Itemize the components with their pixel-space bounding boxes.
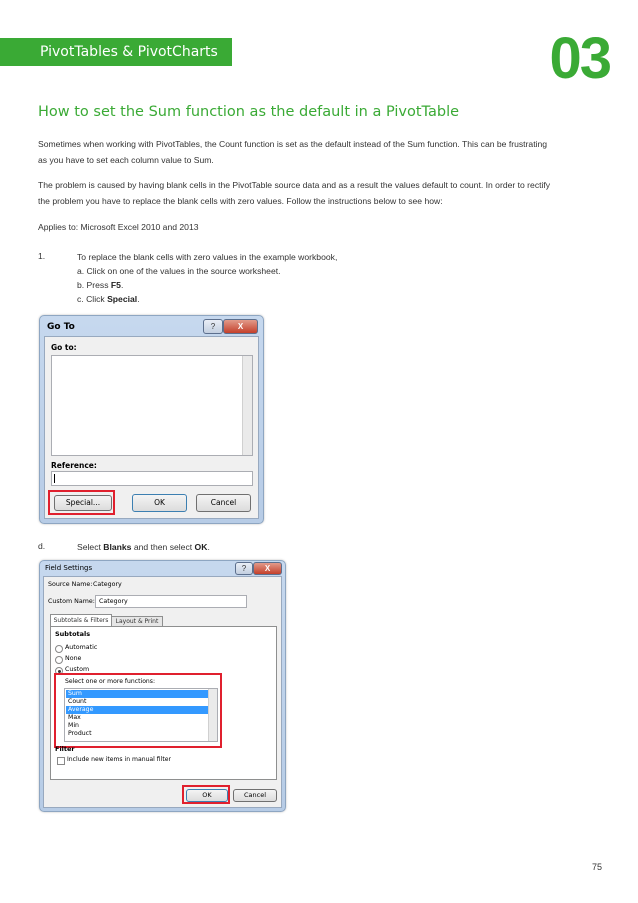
source-name-label: Source Name:	[48, 581, 93, 588]
paragraph-1	[38, 136, 603, 168]
goto-dialog-body	[44, 336, 259, 519]
step-d-suffix: .	[207, 542, 210, 552]
field-ok-button[interactable]: OK	[186, 789, 228, 802]
article-heading: How to set the Sum function as the default in a PivotTable	[38, 104, 460, 120]
step-d-text	[77, 540, 210, 554]
step-1b-key: F5	[110, 280, 121, 290]
custom-name-label: Custom Name:	[48, 598, 95, 605]
custom-functions-highlight	[54, 673, 222, 748]
page-number: 75	[591, 862, 602, 872]
field-help-button[interactable]: ?	[235, 562, 253, 575]
goto-ok-button[interactable]: OK	[132, 494, 187, 512]
field-cancel-button[interactable]: Cancel	[233, 789, 277, 802]
tab-layout-print[interactable]: Layout & Print	[111, 616, 163, 627]
step-1a: a. Click on one of the values in the source worksheet.	[77, 266, 281, 276]
paragraph-2-line-2: the problem you have to replace the blank cells with zero values. Follow the instructions below to see how:	[38, 196, 443, 206]
custom-name-value: Category	[99, 598, 128, 605]
step-1c-suffix: .	[137, 294, 140, 304]
reference-input[interactable]	[51, 471, 253, 486]
field-dialog-body	[43, 576, 282, 808]
function-min[interactable]: Min	[68, 722, 79, 729]
radio-none[interactable]	[55, 656, 63, 664]
step-1-text: To replace the blank cells with zero values in the example workbook,	[77, 252, 338, 262]
custom-name-input[interactable]	[95, 595, 247, 608]
functions-label: Select one or more functions:	[65, 678, 156, 685]
include-new-items-checkbox[interactable]	[57, 757, 65, 765]
step-d-number: d.	[38, 541, 46, 551]
step-d-blanks: Blanks	[103, 542, 132, 552]
special-button[interactable]: Special...	[54, 495, 112, 511]
paragraph-2-line-1: The problem is caused by having blank cells in the PivotTable source data and as a result the values default to count. In order to rectify	[38, 180, 551, 190]
step-1c-bold: Special	[107, 294, 138, 304]
applies-to: Applies to: Microsoft Excel 2010 and 2013	[38, 222, 199, 232]
ok-highlight	[182, 785, 230, 804]
step-d-ok: OK	[194, 542, 208, 552]
radio-custom-label: Custom	[65, 666, 90, 673]
tab-subtotals-filters[interactable]: Subtotals & Filters	[50, 614, 112, 627]
goto-help-button[interactable]: ?	[203, 319, 223, 334]
source-name-value: Category	[93, 581, 122, 588]
subtotals-heading: Subtotals	[55, 630, 91, 638]
goto-close-button[interactable]: X	[223, 319, 258, 334]
paragraph-1-line-2: as you have to set each column value to Sum.	[38, 155, 214, 165]
goto-dialog-title: Go To	[47, 322, 75, 332]
function-count[interactable]: Count	[68, 698, 87, 705]
step-d-mid: and then select	[131, 542, 195, 552]
function-average[interactable]: Average	[66, 706, 208, 714]
function-sum[interactable]: Sum	[66, 690, 208, 698]
function-product[interactable]: Product	[68, 730, 92, 737]
step-1c-prefix: c. Click	[77, 294, 108, 304]
paragraph-1-line-1: Sometimes when working with PivotTables, the Count function is set as the default instead of the Sum function. This can be frustrating	[38, 139, 548, 149]
radio-automatic-label: Automatic	[65, 644, 98, 651]
field-close-button[interactable]: X	[253, 562, 282, 575]
step-1c	[77, 292, 140, 306]
text-caret	[54, 474, 55, 483]
step-d-prefix: Select	[77, 542, 104, 552]
step-1b	[77, 278, 123, 292]
section-title-bar	[0, 38, 232, 66]
goto-list-scrollbar[interactable]	[242, 356, 252, 455]
goto-label: Go to:	[51, 343, 77, 352]
goto-cancel-button[interactable]: Cancel	[196, 494, 251, 512]
goto-list[interactable]	[51, 355, 253, 456]
filter-heading: Filter	[55, 745, 75, 753]
step-1b-prefix: b. Press	[77, 280, 111, 290]
function-max[interactable]: Max	[68, 714, 81, 721]
radio-none-label: None	[65, 655, 82, 662]
reference-label: Reference:	[51, 461, 97, 470]
section-title: PivotTables & PivotCharts	[40, 44, 218, 60]
paragraph-2	[38, 177, 603, 209]
goto-dialog	[39, 315, 264, 524]
step-1-number: 1.	[38, 251, 46, 261]
special-highlight	[48, 490, 115, 515]
field-settings-dialog	[39, 560, 286, 812]
step-1b-suffix: .	[120, 280, 124, 290]
tab-panel	[50, 626, 277, 780]
radio-automatic[interactable]	[55, 645, 63, 653]
field-dialog-title: Field Settings	[45, 564, 93, 572]
include-new-items-label: Include new items in manual filter	[67, 756, 171, 763]
chapter-number: 03	[549, 26, 610, 91]
